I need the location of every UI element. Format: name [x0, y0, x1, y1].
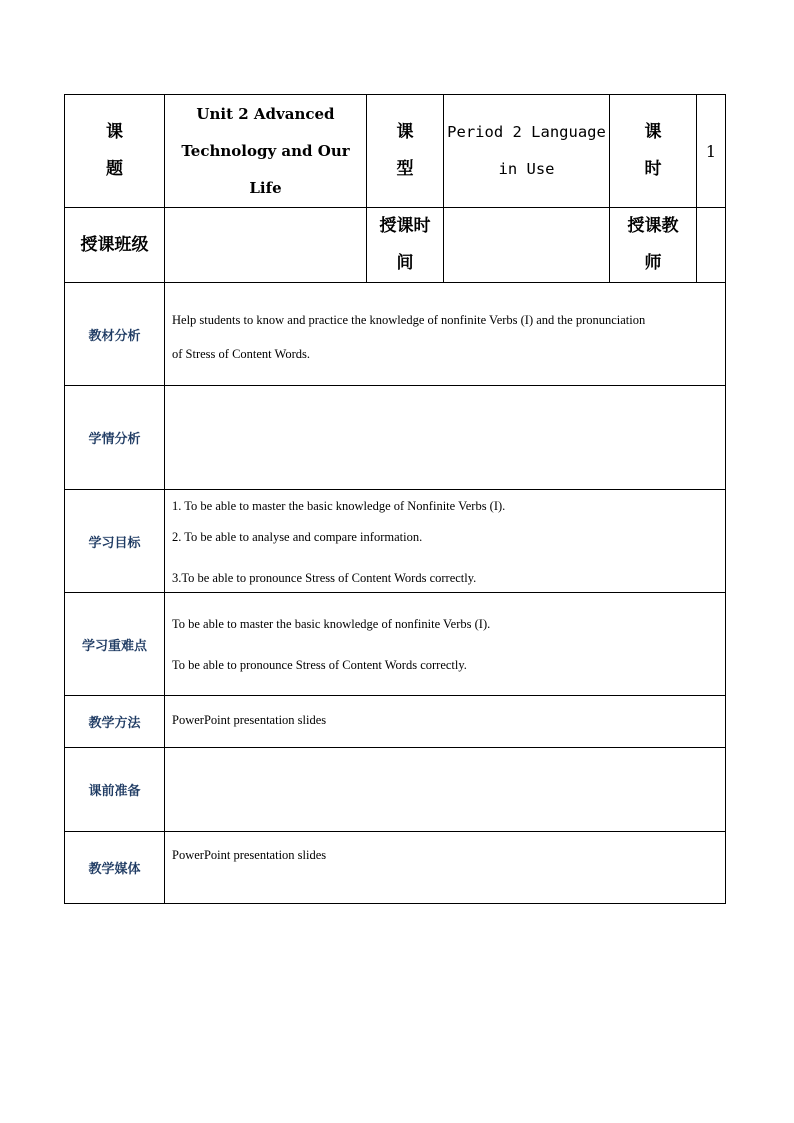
- content-line: To be able to pronounce Stress of Content Words correctly.: [172, 658, 467, 672]
- row-label: 学习重难点: [65, 593, 165, 696]
- time-value: [444, 208, 610, 283]
- row-label: 教材分析: [65, 283, 165, 386]
- header-row-1: [65, 95, 726, 208]
- type-line-2: in Use: [498, 160, 555, 178]
- header-row-2: [65, 208, 726, 283]
- content-line: To be able to master the basic knowledge of nonfinite Verbs (I).: [172, 617, 491, 631]
- row-content: [165, 283, 726, 386]
- row-content: [165, 593, 726, 696]
- row-label: 教学媒体: [65, 832, 165, 904]
- class-label: 授课班级: [65, 208, 165, 283]
- content-line: PowerPoint presentation slides: [172, 848, 327, 862]
- class-value: [165, 208, 367, 283]
- time-label-line-1: 授课时: [379, 216, 431, 236]
- content-line: PowerPoint presentation slides: [172, 713, 327, 727]
- content-line: of Stress of Content Words.: [172, 347, 310, 361]
- teacher-label: [610, 208, 697, 283]
- row-key-difficult-points: [65, 593, 726, 696]
- content-line: 3.To be able to pronounce Stress of Content Words correctly.: [172, 571, 477, 585]
- row-label: 学情分析: [65, 386, 165, 490]
- row-student-analysis: [65, 386, 726, 490]
- topic-line-1: Unit 2 Advanced: [196, 104, 335, 123]
- content-line: 2. To be able to analyse and compare information.: [172, 530, 423, 544]
- teacher-label-line-2: 师: [644, 253, 662, 273]
- row-label: 教学方法: [65, 696, 165, 748]
- type-line-1: Period 2 Language: [447, 123, 606, 141]
- row-pre-class-preparation: [65, 748, 726, 832]
- type-value: [444, 95, 610, 208]
- row-content: [165, 490, 726, 593]
- teacher-value: [697, 208, 726, 283]
- type-label: 课 型: [367, 95, 444, 208]
- teacher-label-line-1: 授课教: [627, 216, 679, 236]
- content-line: 1. To be able to master the basic knowledge of Nonfinite Verbs (I).: [172, 499, 506, 513]
- topic-line-3: Life: [249, 178, 282, 197]
- row-content: [165, 748, 726, 832]
- topic-value: [165, 95, 367, 208]
- row-content: [165, 696, 726, 748]
- topic-label: 课 题: [65, 95, 165, 208]
- lesson-plan-table: [64, 94, 726, 904]
- hours-label: 课 时: [610, 95, 697, 208]
- hours-value: 1: [697, 95, 726, 208]
- content-line: Help students to know and practice the knowledge of nonfinite Verbs (I) and the pronunciation: [172, 313, 646, 327]
- row-content: [165, 832, 726, 904]
- row-learning-objectives: [65, 490, 726, 593]
- row-teaching-media: [65, 832, 726, 904]
- row-material-analysis: [65, 283, 726, 386]
- row-label: 学习目标: [65, 490, 165, 593]
- row-teaching-method: [65, 696, 726, 748]
- row-content: [165, 386, 726, 490]
- time-label-line-2: 间: [396, 253, 414, 273]
- topic-line-2: Technology and Our: [181, 141, 350, 160]
- time-label: [367, 208, 444, 283]
- row-label: 课前准备: [65, 748, 165, 832]
